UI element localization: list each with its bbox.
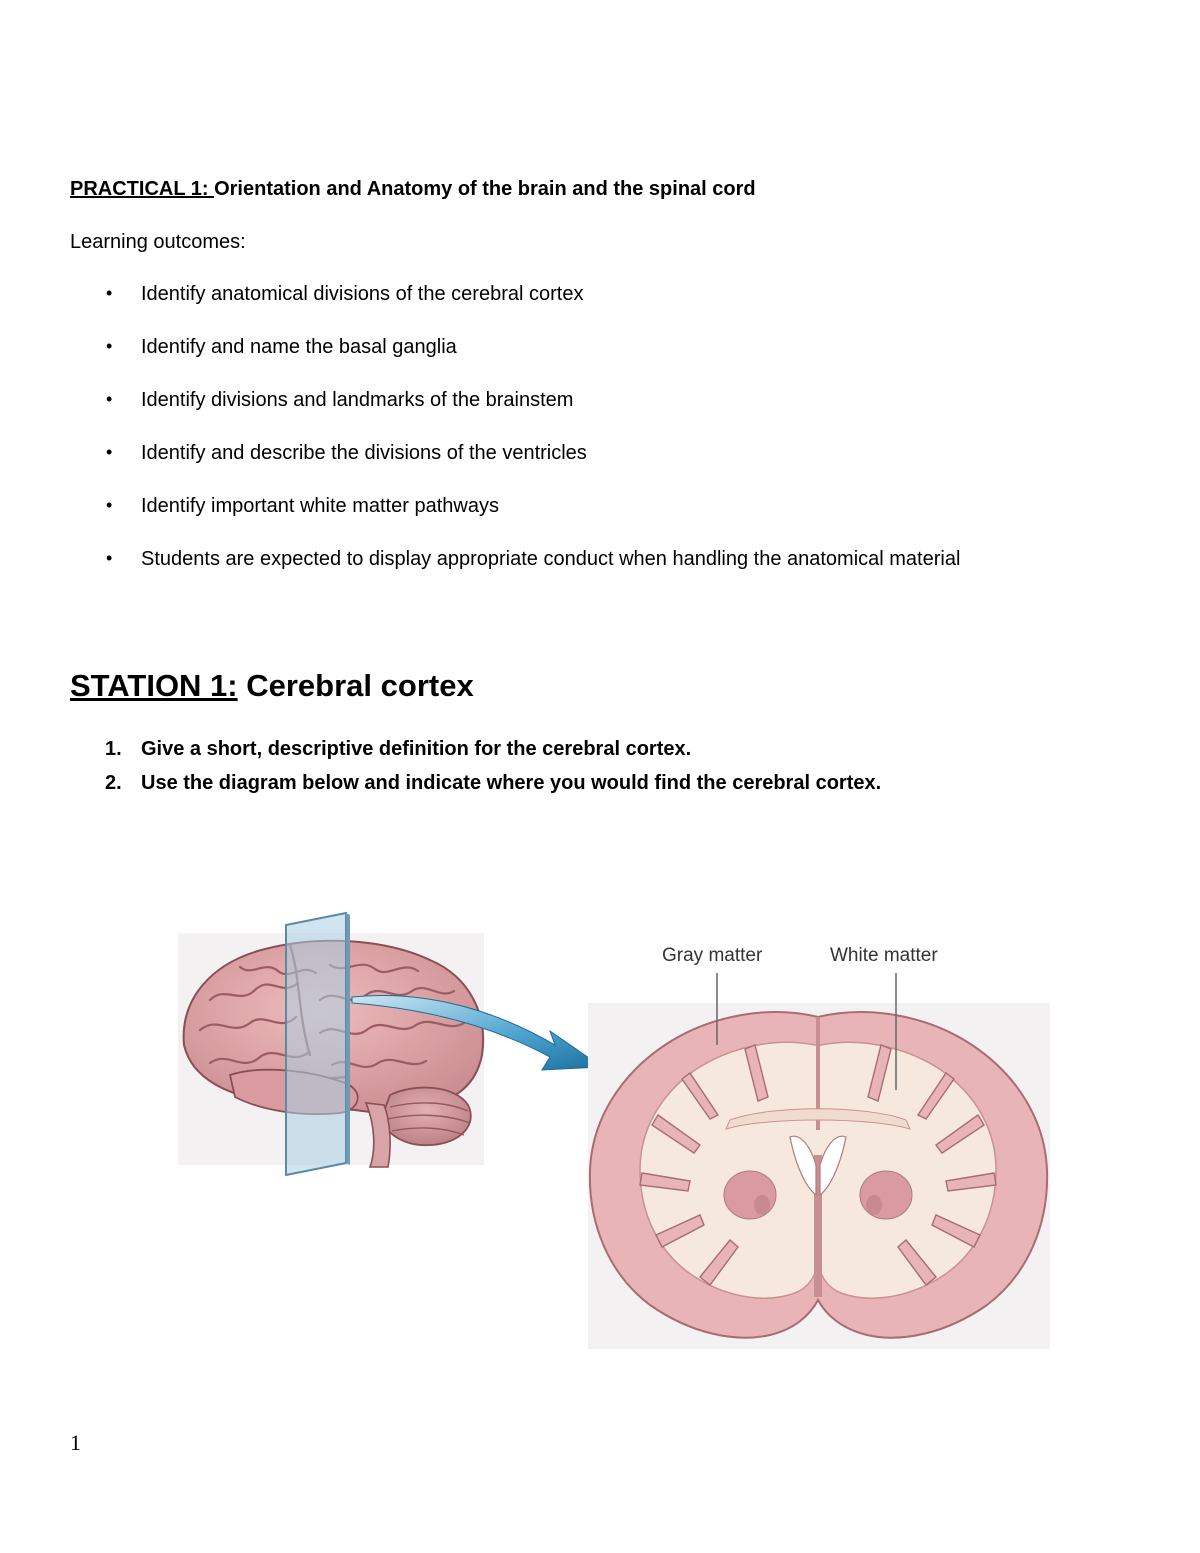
gray-matter-label: Gray matter bbox=[662, 945, 763, 966]
station-heading bbox=[70, 668, 474, 704]
bullet-icon: • bbox=[106, 495, 113, 515]
question-text: Use the diagram below and indicate where you would find the cerebral cortex. bbox=[141, 772, 882, 794]
learning-outcomes-label: Learning outcomes: bbox=[70, 231, 246, 253]
outcome-text: Identify and describe the divisions of the ventricles bbox=[141, 442, 587, 464]
list-item bbox=[70, 389, 960, 442]
outcome-text: Identify important white matter pathways bbox=[141, 495, 499, 517]
bullet-icon: • bbox=[106, 442, 113, 462]
station-title: Cerebral cortex bbox=[237, 668, 474, 703]
question-number: 1. bbox=[105, 738, 122, 760]
list-item bbox=[70, 283, 960, 336]
brain-diagram-svg bbox=[170, 905, 1060, 1355]
outcome-text: Students are expected to display appropriate conduct when handling the anatomical material bbox=[141, 548, 961, 570]
learning-outcomes-list bbox=[70, 283, 960, 601]
bullet-icon: • bbox=[106, 548, 113, 568]
list-item bbox=[70, 548, 960, 601]
practical-title-text: Orientation and Anatomy of the brain and the spinal cord bbox=[214, 178, 756, 200]
outcome-text: Identify and name the basal ganglia bbox=[141, 336, 457, 358]
brain-diagram bbox=[170, 905, 1060, 1355]
outcome-text: Identify anatomical divisions of the cerebral cortex bbox=[141, 283, 584, 305]
outcome-text: Identify divisions and landmarks of the brainstem bbox=[141, 389, 574, 411]
bullet-icon: • bbox=[106, 283, 113, 303]
station-label: STATION 1: bbox=[70, 668, 238, 703]
page-number: 1 bbox=[70, 1430, 81, 1455]
white-matter-label: White matter bbox=[830, 945, 938, 966]
question-text: Give a short, descriptive definition for the cerebral cortex. bbox=[141, 738, 692, 760]
practical-label: PRACTICAL 1: bbox=[70, 178, 215, 200]
list-item bbox=[70, 495, 960, 548]
question-number: 2. bbox=[105, 772, 122, 794]
list-item bbox=[70, 772, 881, 806]
station-questions bbox=[70, 738, 881, 806]
list-item bbox=[70, 738, 881, 772]
list-item bbox=[70, 336, 960, 389]
lateral-brain-illustration bbox=[178, 913, 484, 1175]
bullet-icon: • bbox=[106, 389, 113, 409]
coronal-section-illustration bbox=[588, 945, 1050, 1349]
list-item bbox=[70, 442, 960, 495]
practical-title bbox=[70, 178, 756, 201]
bullet-icon: • bbox=[106, 336, 113, 356]
